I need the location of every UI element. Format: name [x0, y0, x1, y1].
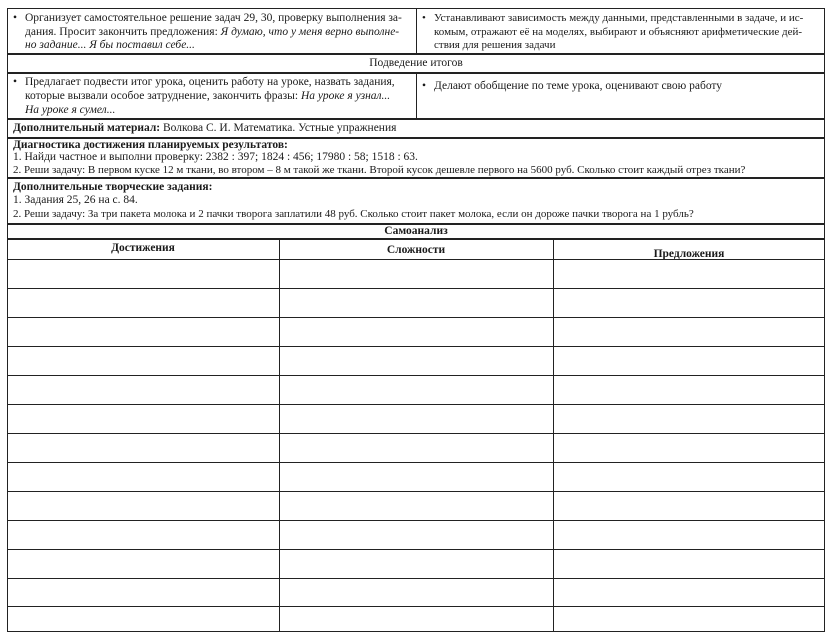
creative-item-1: 1. Задания 25, 26 на с. 84.	[13, 194, 138, 206]
top-right-line2: комым, отражают её на моделях, выбирают и объясняют арифметические дей-	[434, 26, 803, 38]
grid-row-line	[7, 433, 825, 434]
grid-row-line	[7, 288, 825, 289]
bullet: •	[422, 80, 427, 92]
grid-row-line	[7, 578, 825, 579]
bullet: •	[13, 12, 18, 24]
top-right-line1: • Устанавливают зависимость между данными, представленными в задаче, и ис-	[422, 12, 804, 24]
self-analysis-grid	[7, 239, 825, 632]
diagnostics-item-1: 1. Найди частное и выполни проверку: 2382 : 397; 1824 : 456; 17980 : 58; 1518 : 63.	[13, 151, 418, 163]
grid-row-line	[7, 491, 825, 492]
top-row-divider	[416, 8, 417, 54]
summary-left-line2: которые вызвали особое затруднение, закончить фразы: На уроке я узнал...	[25, 90, 391, 102]
lesson-plan-sheet	[7, 8, 825, 632]
diagnostics-title: Диагностика достижения планируемых результатов:	[13, 139, 288, 151]
grid-row-line	[7, 346, 825, 347]
grid-row-line	[7, 462, 825, 463]
grid-row-line	[7, 606, 825, 607]
grid-row-line	[7, 520, 825, 521]
top-right-line3: ствия для решения задачи	[434, 39, 556, 51]
grid-divider-1	[279, 239, 280, 632]
column-header-difficulties: Сложности	[386, 244, 446, 256]
column-header-suggestions: Предложения	[653, 248, 725, 260]
bullet: •	[13, 76, 18, 88]
top-left-line2: дания. Просит закончить предложения: Я думаю, что у меня верно выполне-	[25, 26, 400, 38]
summary-row-divider	[416, 73, 417, 119]
top-left-line3: но задание... Я бы поставил себе...	[25, 39, 195, 51]
grid-row-line	[7, 549, 825, 550]
creative-title: Дополнительные творческие задания:	[13, 181, 213, 193]
extra-material: Дополнительный материал: Волкова С. И. Математика. Устные упражнения	[13, 122, 397, 134]
summary-left-line3: На уроке я сумел...	[25, 104, 116, 116]
bullet: •	[422, 12, 426, 24]
self-analysis-title: Самоанализ	[384, 225, 448, 237]
summary-left-line1: • Предлагает подвести итог урока, оценить работу на уроке, назвать задания,	[13, 76, 395, 88]
summary-header: Подведение итогов	[369, 57, 463, 69]
diagnostics-item-2: 2. Реши задачу: В первом куске 12 м ткани, во втором – 8 м такой же ткани. Второй кусок дешевле первого на 5600 руб. Сколько стоит каждый отрез ткани?	[13, 164, 746, 176]
summary-right-line1: • Делают обобщение по теме урока, оценивают свою работу	[422, 80, 723, 92]
grid-row-line	[7, 259, 825, 260]
grid-row-line	[7, 317, 825, 318]
grid-divider-2	[553, 239, 554, 632]
grid-row-line	[7, 404, 825, 405]
column-header-achievements: Достижения	[111, 242, 175, 254]
creative-item-2: 2. Реши задачу: За три пакета молока и 2 пачки творога заплатили 48 руб. Сколько стоит пакет молока, если он дороже пачки творога на 1 рубль?	[13, 208, 694, 220]
top-left-line1: • Организует самостоятельное решение задач 29, 30, проверку выполнения за-	[13, 12, 402, 24]
grid-row-line	[7, 375, 825, 376]
